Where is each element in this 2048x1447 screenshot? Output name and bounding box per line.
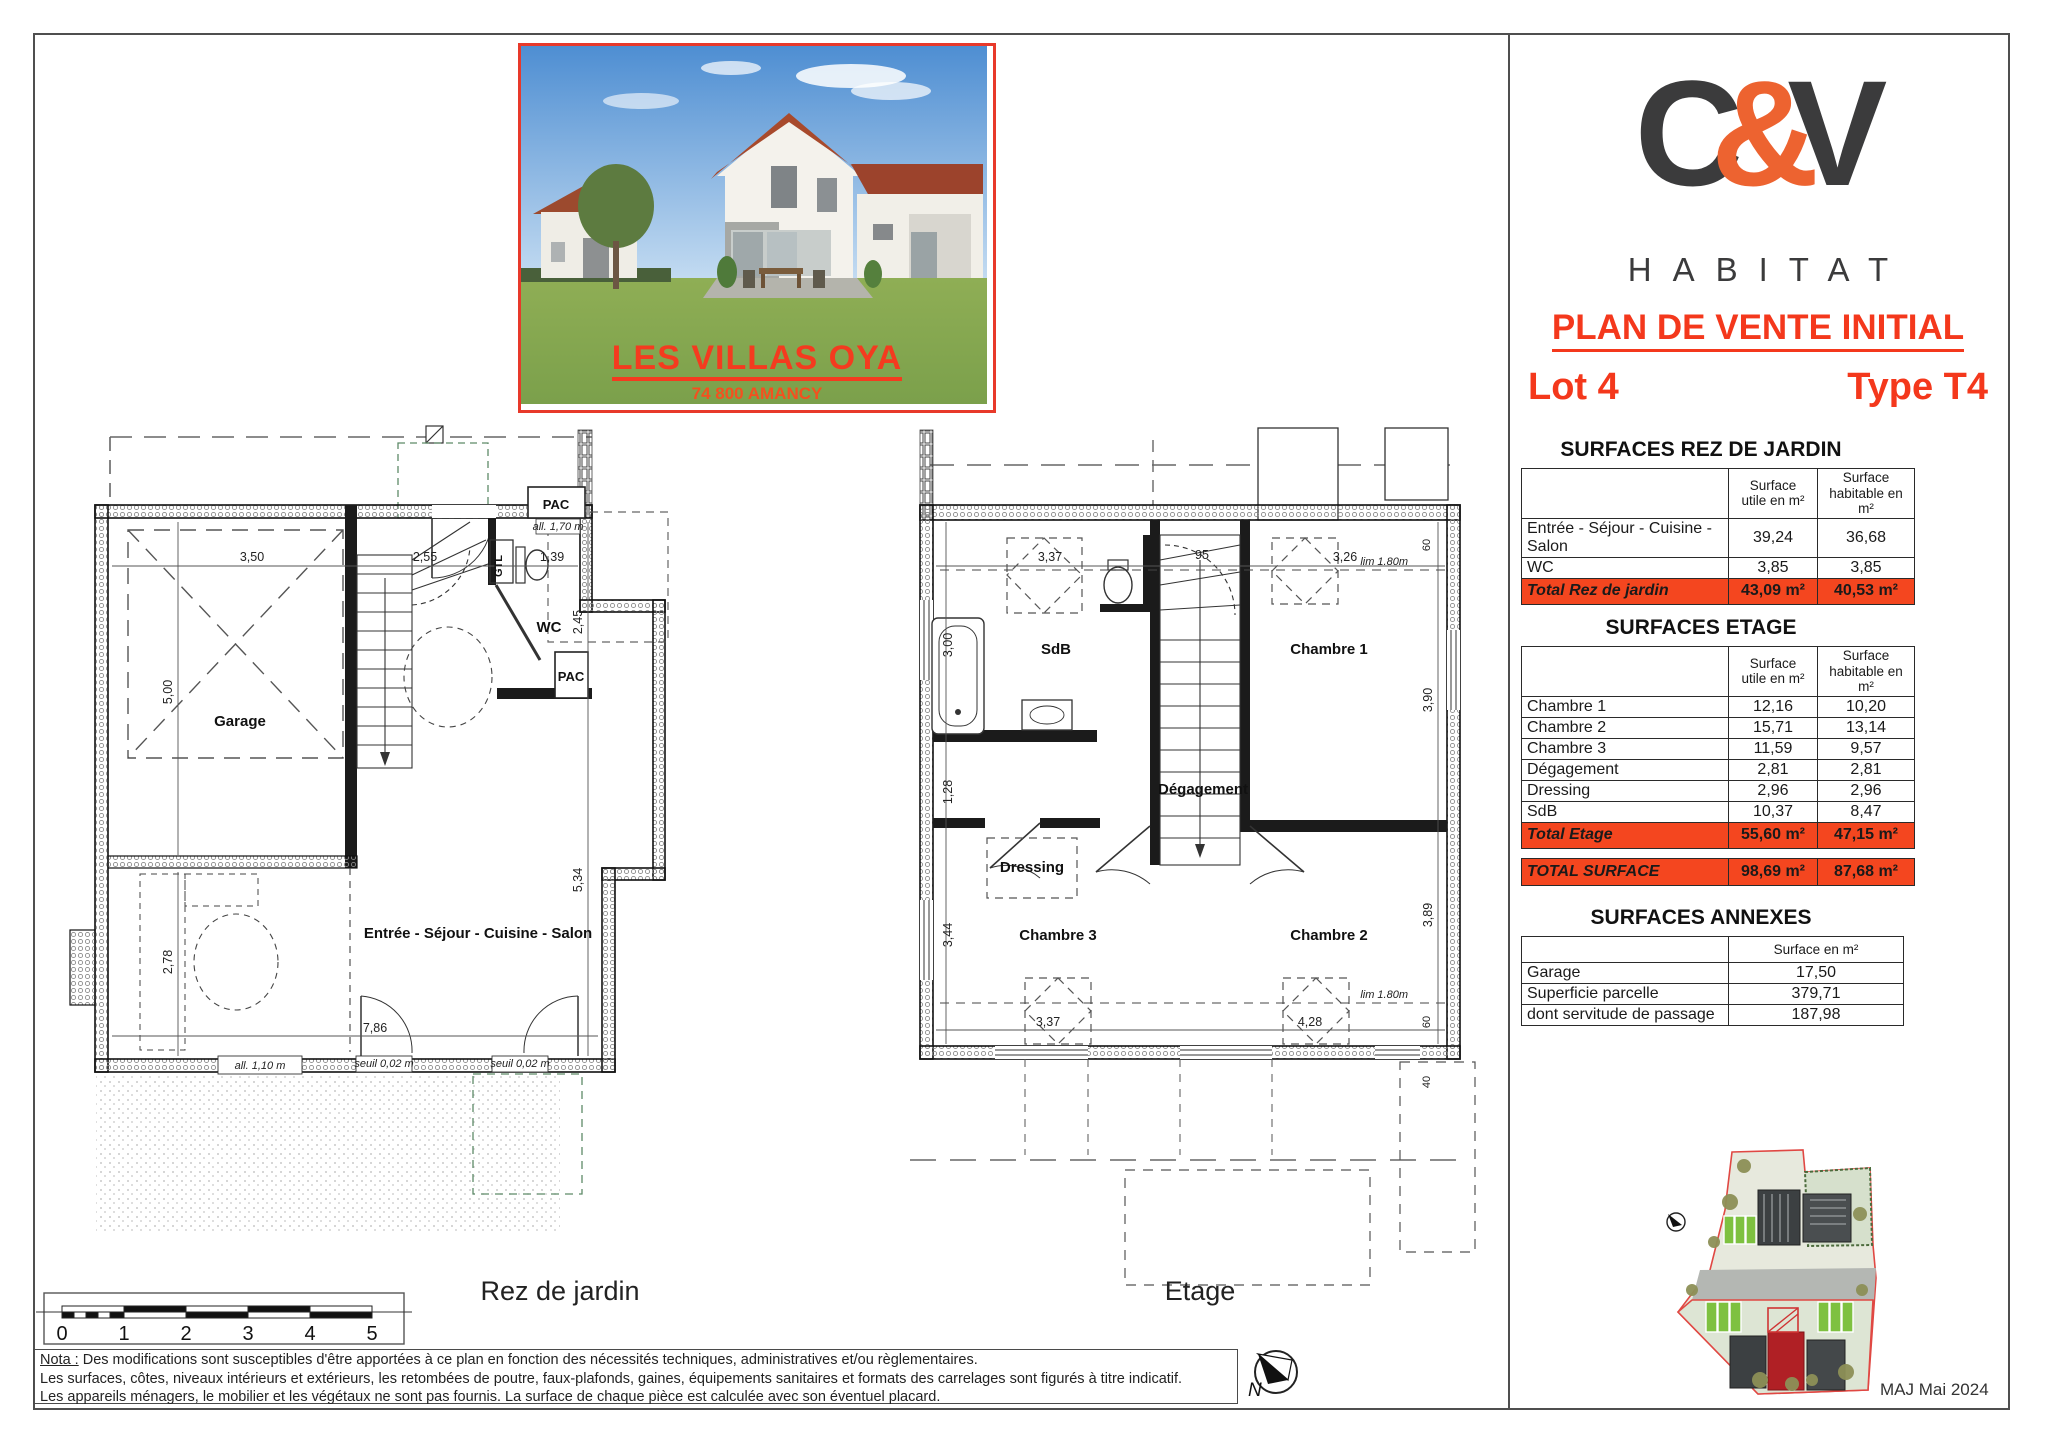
svg-text:Chambre 1: Chambre 1 — [1290, 641, 1368, 658]
svg-text:PAC: PAC — [557, 669, 585, 684]
svg-text:5: 5 — [366, 1323, 378, 1345]
svg-text:3,90: 3,90 — [1421, 687, 1435, 713]
svg-text:7,86: 7,86 — [362, 1021, 388, 1035]
svg-text:4,28: 4,28 — [1297, 1015, 1323, 1029]
logo-habitat-word: HABITAT — [1627, 251, 1910, 288]
table-cell: 11,59 — [1729, 738, 1818, 759]
nota-line-3: Les appareils ménagers, le mobilier et les végétaux ne sont pas fournis. La surface de chaque pièce est calculée avec son éventuel placard. — [40, 1389, 941, 1405]
table-cell: 39,24 — [1729, 518, 1818, 557]
logo-letter-v: V — [1787, 49, 1882, 217]
svg-text:2,78: 2,78 — [161, 949, 175, 975]
table-cell: 379,71 — [1729, 984, 1904, 1005]
scale-bar — [36, 1293, 412, 1344]
logo-letter-c: C — [1634, 49, 1737, 217]
table-cell: 2,81 — [1729, 759, 1818, 780]
svg-text:1: 1 — [118, 1323, 130, 1345]
svg-text:Chambre 2: Chambre 2 — [1290, 927, 1368, 944]
table-cell: 15,71 — [1729, 717, 1818, 738]
svg-text:60: 60 — [1421, 1015, 1433, 1029]
logo-ampersand: & — [1710, 49, 1814, 217]
svg-text:60: 60 — [1421, 538, 1433, 552]
table-cell: SdB — [1522, 801, 1729, 822]
table-cell: Chambre 1 — [1522, 696, 1729, 717]
svg-text:Dressing: Dressing — [999, 859, 1065, 876]
svg-text:1,28: 1,28 — [941, 779, 955, 805]
table-cell: Superficie parcelle — [1522, 984, 1729, 1005]
title-rez-de-jardin: Rez de jardin — [480, 1276, 640, 1306]
svg-text:PAC: PAC — [542, 497, 570, 512]
total-rdj-row: Total Rez de jardin 43,09 m² 40,53 m² — [1522, 578, 1915, 604]
table-cell: WC — [1522, 557, 1729, 578]
compass-north-letter: N — [1248, 1380, 1262, 1401]
svg-text:3,00: 3,00 — [941, 632, 955, 658]
table-cell: 10,37 — [1729, 801, 1818, 822]
table-cell: 187,98 — [1729, 1005, 1904, 1026]
plan-rez-de-jardin — [70, 426, 668, 1232]
svg-text:3,37: 3,37 — [1037, 550, 1063, 564]
svg-text:1,39: 1,39 — [539, 550, 565, 564]
total-etage-row: Total Etage 55,60 m² 47,15 m² — [1522, 822, 1915, 848]
svg-text:3,37: 3,37 — [1035, 1015, 1061, 1029]
table-cell: 2,81 — [1818, 759, 1915, 780]
table-cell: 2,96 — [1818, 780, 1915, 801]
svg-text:all. 1,70 m: all. 1,70 m — [532, 521, 584, 533]
grand-total-row: TOTAL SURFACE 98,69 m² 87,68 m² — [1522, 859, 1915, 886]
svg-text:95: 95 — [1195, 548, 1209, 562]
table-cell: 36,68 — [1818, 518, 1915, 557]
heading-surfaces-annexes: SURFACES ANNEXES — [1590, 906, 1812, 929]
svg-text:WC: WC — [536, 619, 562, 636]
table-cell: 3,85 — [1729, 557, 1818, 578]
svg-text:3,26: 3,26 — [1332, 550, 1358, 564]
table-surfaces-etage: Surface utile en m² Surface habitable en m² Chambre 1 12,16 10,20 Chambre 2 15,71 13,14 Chambre 3 11,59 9,57 Dégagement 2,81 2,81 Dressing 2,96 2,96 SdB 10,37 8,47 Total Etage 55,60 m² 47,15 m² — [1521, 646, 1915, 849]
svg-text:5,34: 5,34 — [571, 867, 585, 893]
lot-type: Type T4 — [1847, 366, 1988, 408]
table-surfaces-rdj: Surface utile en m² Surface habitable en m² Entrée - Séjour - Cuisine - Salon 39,24 36,68 WC 3,85 3,85 Total Rez de jardin 43,09 m² 40,53 m² — [1521, 468, 1915, 605]
table-cell: 10,20 — [1818, 696, 1915, 717]
table-cell: 12,16 — [1729, 696, 1818, 717]
table-cell: Garage — [1522, 963, 1729, 984]
nota-line-2: Les surfaces, côtes, niveaux intérieurs et extérieurs, les retombées de poutre, faux-plafonds, gaines, équipements sanitaires et formats des carrelages sont figurés à titre indicatif. — [40, 1370, 1183, 1387]
svg-text:3,44: 3,44 — [941, 922, 955, 948]
table-surfaces-annexes: Surface en m² Garage 17,50 Superficie parcelle 379,71 dont servitude de passage 187,98 — [1521, 936, 1904, 1026]
lot-number: Lot 4 — [1528, 366, 1619, 408]
svg-text:lim 1.80m: lim 1.80m — [1360, 989, 1408, 1001]
svg-text:seuil 0,02 m: seuil 0,02 m — [354, 1058, 414, 1070]
heading-surfaces-rdj: SURFACES REZ DE JARDIN — [1560, 438, 1842, 461]
svg-text:seuil 0,02 m: seuil 0,02 m — [490, 1058, 550, 1070]
table-cell: Dégagement — [1522, 759, 1729, 780]
table-cell: 8,47 — [1818, 801, 1915, 822]
heading-surfaces-etage: SURFACES ETAGE — [1605, 616, 1797, 639]
table-cell: 17,50 — [1729, 963, 1904, 984]
svg-text:0: 0 — [56, 1323, 68, 1345]
svg-text:5,00: 5,00 — [161, 679, 175, 705]
svg-text:Dégagement: Dégagement — [1157, 781, 1249, 798]
table-cell: Entrée - Séjour - Cuisine - Salon — [1522, 518, 1729, 557]
svg-text:3: 3 — [242, 1323, 254, 1345]
svg-text:3,50: 3,50 — [239, 550, 265, 564]
svg-text:4: 4 — [304, 1323, 316, 1345]
table-cell: 3,85 — [1818, 557, 1915, 578]
svg-text:2: 2 — [180, 1323, 192, 1345]
svg-text:Garage: Garage — [214, 713, 266, 730]
table-cell: 13,14 — [1818, 717, 1915, 738]
residence-name: LES VILLAS OYA — [612, 341, 902, 381]
table-cell: Chambre 3 — [1522, 738, 1729, 759]
svg-text:2,55: 2,55 — [412, 550, 438, 564]
room-labels — [214, 619, 1368, 944]
nota-box — [33, 1349, 1238, 1404]
svg-text:SdB: SdB — [1041, 641, 1071, 658]
svg-text:all. 1,10 m: all. 1,10 m — [234, 1060, 286, 1072]
svg-text:Chambre 3: Chambre 3 — [1019, 927, 1097, 944]
svg-text:GTL: GTL — [493, 555, 505, 577]
svg-text:lim 1.80m: lim 1.80m — [1360, 556, 1408, 568]
table-cell: 2,96 — [1729, 780, 1818, 801]
svg-text:Entrée - Séjour - Cuisine - Sa: Entrée - Séjour - Cuisine - Salon — [363, 925, 593, 942]
nota-line-1: Nota : Des modifications sont susceptibles d'être apportées à ce plan en fonction des nécessités techniques, administratives et/ou règlementaires. — [40, 1352, 978, 1368]
table-cell: dont servitude de passage — [1522, 1005, 1729, 1026]
title-etage: Etage — [1164, 1276, 1236, 1306]
document-title: PLAN DE VENTE INITIAL — [1508, 308, 2008, 352]
site-map — [1667, 1150, 1876, 1394]
maj-date: MAJ Mai 2024 — [1880, 1380, 1989, 1399]
table-cell: 9,57 — [1818, 738, 1915, 759]
table-cell: Chambre 2 — [1522, 717, 1729, 738]
residence-address: 74 800 AMANCY — [691, 383, 823, 403]
svg-text:40: 40 — [1421, 1075, 1433, 1089]
svg-text:2,45: 2,45 — [571, 609, 585, 635]
svg-text:3,89: 3,89 — [1421, 902, 1435, 928]
table-cell: Dressing — [1522, 780, 1729, 801]
